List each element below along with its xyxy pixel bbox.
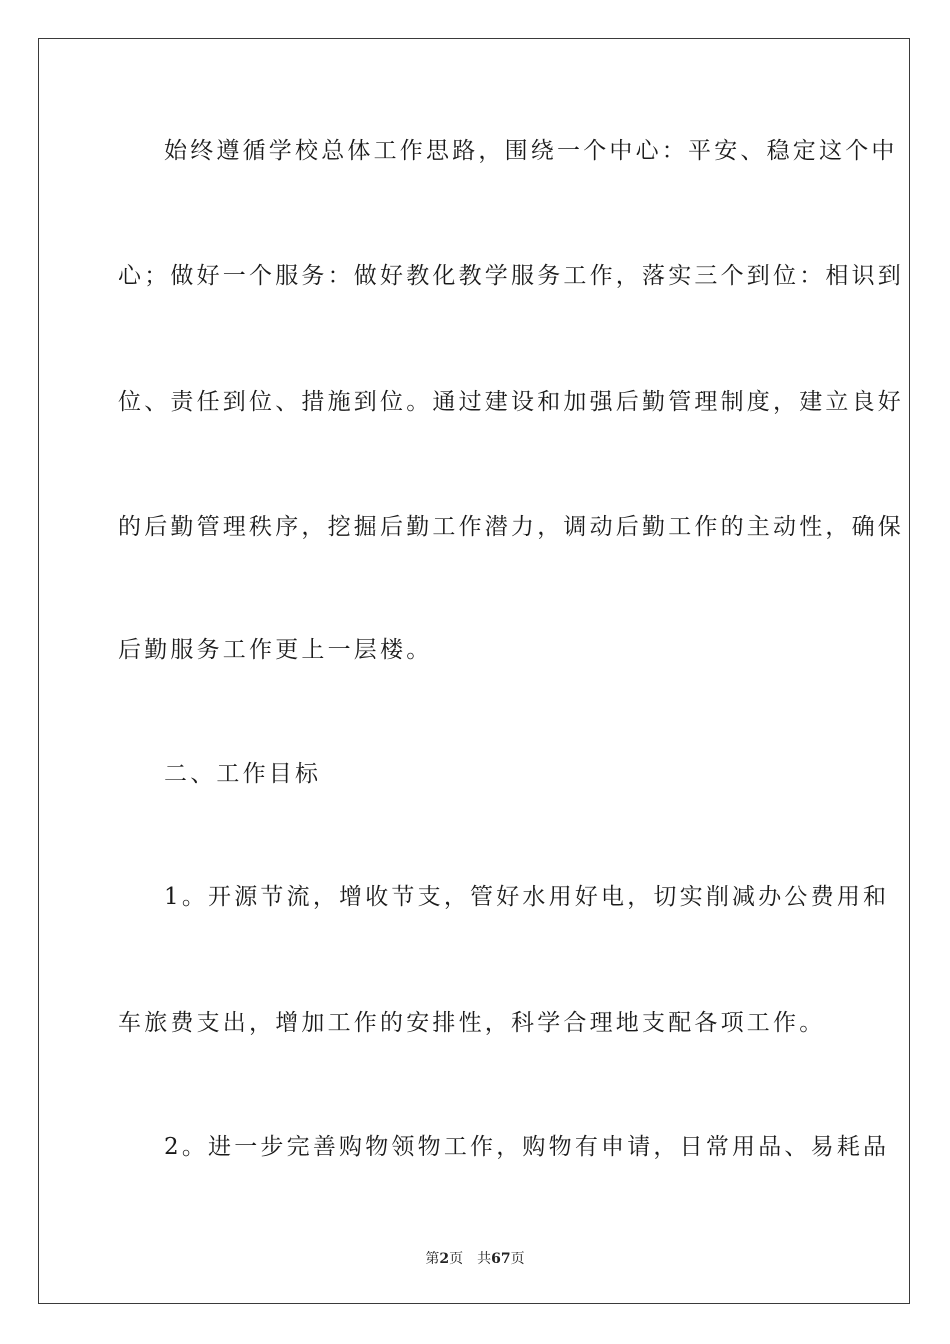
footer-page-prefix: 第 bbox=[425, 1251, 440, 1267]
section-heading: 二、工作目标 bbox=[164, 761, 322, 787]
footer-page-suffix: 页 bbox=[449, 1251, 464, 1267]
footer-total-suffix: 页 bbox=[510, 1251, 525, 1267]
item-1-line-2: 车旅费支出，增加工作的安排性，科学合理地支配各项工作。 bbox=[118, 1010, 826, 1036]
paragraph-line-3: 位、责任到位、措施到位。通过建设和加强后勤管理制度，建立良好 bbox=[118, 389, 904, 415]
paragraph-line-1: 始终遵循学校总体工作思路，围绕一个中心：平安、稳定这个中 bbox=[164, 138, 898, 164]
footer-total-number: 67 bbox=[491, 1251, 511, 1267]
paragraph-line-2: 心；做好一个服务：做好教化教学服务工作，落实三个到位：相识到 bbox=[118, 263, 904, 289]
item-1-line-1: 1。开源节流，增收节支，管好水用好电，切实削减办公费用和 bbox=[164, 884, 890, 910]
page-border bbox=[38, 38, 910, 1304]
paragraph-line-4: 的后勤管理秩序，挖掘后勤工作潜力，调动后勤工作的主动性，确保 bbox=[118, 514, 904, 540]
page-footer bbox=[0, 1248, 950, 1268]
item-2-line-1: 2。进一步完善购物领物工作，购物有申请，日常用品、易耗品 bbox=[164, 1134, 890, 1160]
paragraph-line-5: 后勤服务工作更上一层楼。 bbox=[118, 637, 433, 663]
footer-total-prefix: 共 bbox=[477, 1251, 492, 1267]
footer-page-number: 2 bbox=[439, 1251, 450, 1267]
